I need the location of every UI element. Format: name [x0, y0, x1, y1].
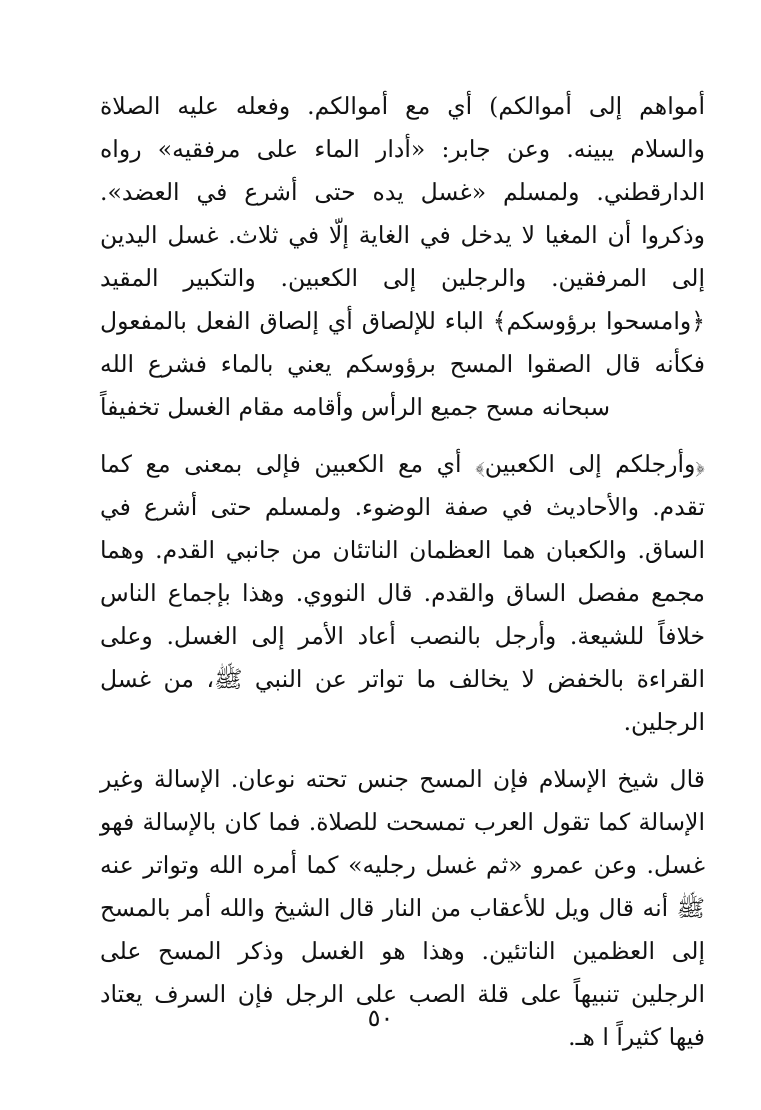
paragraph-2: ﴿وأرجلكم إلى الكعبين﴾ أي مع الكعبين فإلى بمعنى مع كما تقدم. والأحاديث في صفة الوضوء. ولمسلم حتى أشرع في الساق. والكعبان هما العظمان الناتئان من جانبي القدم. وهما مجمع مفصل الساق والقدم. قال النووي. وهذا بإجماع الناس خلافاً للشيعة. وأرجل بالنصب أعاد الأمر إلى الغسل. وعلى القراءة بالخفض لا يخالف ما تواتر عن النبي ﷺ، من غسل الرجلين.	[100, 450, 705, 736]
page-number: ٥٠	[367, 1004, 394, 1032]
page-text	[100, 85, 705, 1059]
paragraph-3: قال شيخ الإسلام فإن المسح جنس تحته نوعان. الإسالة وغير الإسالة كما تقول العرب تمسحت للصلاة. فما كان بالإسالة فهو غسل. وعن عمرو «ثم غسل رجليه» كما أمره الله وتواتر عنه ﷺ أنه قال ويل للأعقاب من النار قال الشيخ والله أمر بالمسح إلى العظمين الناتئين. وهذا هو الغسل وذكر المسح على الرجلين تنبيهاً على قلة الصب على الرجل فإن السرف يعتاد فيها كثيراً ا هـ.	[100, 765, 705, 1051]
paragraph-1: أمواهم إلى أموالكم) أي مع أموالكم. وفعله عليه الصلاة والسلام يبينه. وعن جابر: «أدار الماء على مرفقيه» رواه الدارقطني. ولمسلم «غسل يده حتى أشرع في العضد». وذكروا أن المغيا لا يدخل في الغاية إلّا في ثلاث. غسل اليدين إلى المرفقين. والرجلين إلى الكعبين. والتكبير المقيد ﴿وامسحوا برؤوسكم﴾ الباء للإلصاق أي إلصاق الفعل بالمفعول فكأنه قال الصقوا المسح برؤوسكم يعني بالماء فشرع الله سبحانه مسح جميع الرأس وأقامه مقام الغسل تخفيفاً	[100, 92, 705, 421]
